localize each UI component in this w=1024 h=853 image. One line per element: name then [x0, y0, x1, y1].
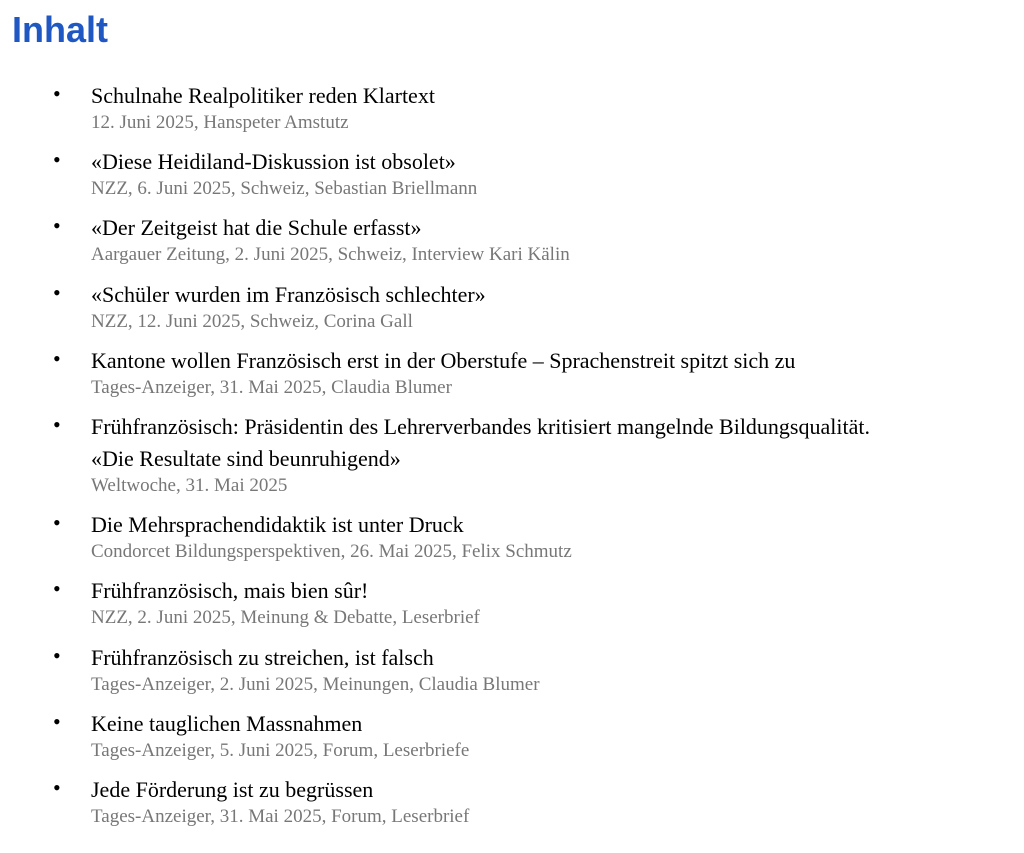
bullet-icon: • [53, 81, 61, 106]
article-title-link[interactable]: Frühfranzösisch zu streichen, ist falsch [91, 644, 434, 670]
article-source: Tages-Anzeiger, 5. Juni 2025, Forum, Leserbriefe [91, 739, 470, 761]
article-title-link[interactable]: Kantone wollen Französisch erst in der Oberstufe – Sprachenstreit spitzt sich zu [91, 347, 796, 373]
article-title-link[interactable]: Jede Förderung ist zu begrüssen [91, 776, 374, 802]
article-source: Tages-Anzeiger, 31. Mai 2025, Forum, Leserbrief [91, 805, 470, 827]
article-source: 12. Juni 2025, Hanspeter Amstutz [91, 112, 349, 133]
list-item [0, 411, 1024, 497]
article-source: NZZ, 12. Juni 2025, Schweiz, Corina Gall [91, 310, 413, 332]
list-item [0, 774, 1024, 828]
article-title-link[interactable]: «Der Zeitgeist hat die Schule erfasst» [91, 215, 422, 241]
page-title: Inhalt [12, 9, 108, 50]
article-title-link[interactable]: Frühfranzösisch, mais bien sûr! [91, 578, 369, 604]
article-title-link[interactable]: «Diese Heidiland-Diskussion ist obsolet» [91, 149, 456, 175]
table-of-contents [0, 80, 1024, 840]
bullet-icon: • [53, 642, 61, 668]
bullet-icon: • [53, 576, 61, 602]
article-source: NZZ, 6. Juni 2025, Schweiz, Sebastian Briellmann [91, 178, 478, 200]
list-item [0, 146, 1024, 200]
list-item [0, 575, 1024, 629]
bullet-icon: • [53, 213, 61, 239]
list-item [0, 708, 1024, 762]
article-source: Tages-Anzeiger, 31. Mai 2025, Claudia Blumer [91, 376, 452, 398]
bullet-icon: • [53, 147, 61, 173]
article-source: Condorcet Bildungsperspektiven, 26. Mai 2025, Felix Schmutz [91, 541, 572, 563]
list-item [0, 642, 1024, 696]
list-item [0, 279, 1024, 333]
article-title-link[interactable]: Keine tauglichen Massnahmen [91, 710, 363, 736]
list-item [0, 212, 1024, 266]
article-title-link[interactable]: «Schüler wurden im Französisch schlechter» [91, 281, 486, 307]
bullet-icon: • [53, 345, 61, 371]
article-title-link[interactable]: Die Mehrsprachendidaktik ist unter Druck [91, 512, 464, 538]
article-source: Aargauer Zeitung, 2. Juni 2025, Schweiz, Interview Kari Kälin [91, 244, 570, 266]
list-item [0, 345, 1024, 399]
article-source: Tages-Anzeiger, 2. Juni 2025, Meinungen, Claudia Blumer [91, 673, 540, 695]
article-source: Weltwoche, 31. Mai 2025 [91, 474, 288, 496]
list-item [0, 509, 1024, 563]
list-item [0, 80, 1024, 134]
bullet-icon: • [53, 510, 61, 536]
bullet-icon: • [53, 411, 61, 437]
article-title-link[interactable]: «Die Resultate sind beunruhigend» [91, 445, 401, 471]
article-title-link[interactable]: Schulnahe Realpolitiker reden Klartext [91, 83, 435, 108]
article-title-link[interactable]: Frühfranzösisch: Präsidentin des Lehrerverbandes kritisiert mangelnde Bildungsqualität. [91, 413, 870, 439]
bullet-icon: • [53, 279, 61, 305]
article-source: NZZ, 2. Juni 2025, Meinung & Debatte, Leserbrief [91, 607, 480, 629]
bullet-icon: • [53, 708, 61, 734]
bullet-icon: • [53, 774, 61, 800]
